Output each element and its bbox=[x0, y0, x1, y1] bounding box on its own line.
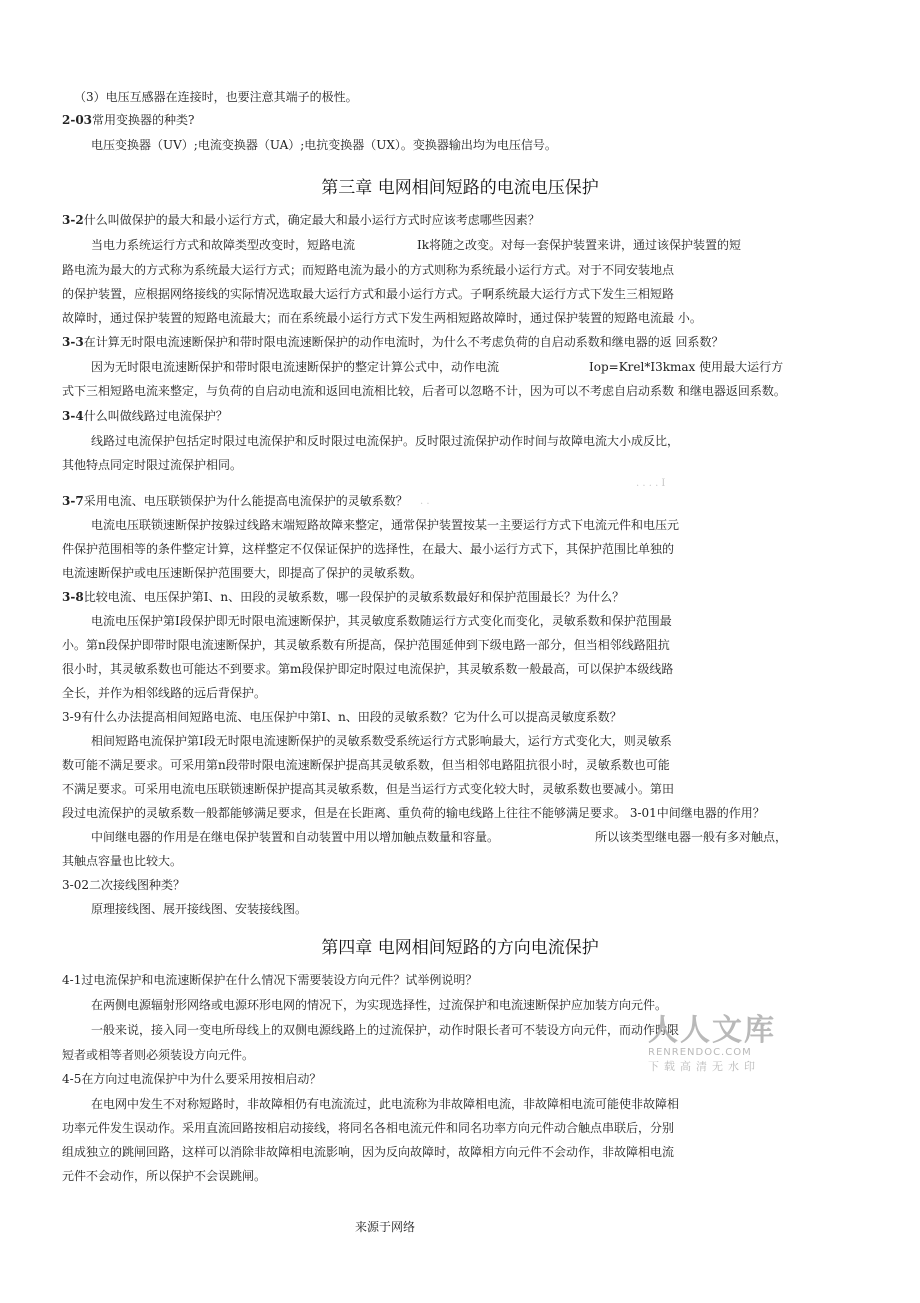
text-line: 功率元件发生误动作。采用直流回路按相启动接线，将同名各相电流元件和同名功率方向元件动合触点串联后，分别 bbox=[62, 1121, 675, 1135]
chapter-3-heading: 第三章 电网相间短路的电流电压保护 bbox=[321, 178, 599, 198]
text-line: 电压变换器（UV）;电流变换器（UA）;电抗变换器（UX）。变换器输出均为电压信号。 bbox=[91, 138, 557, 152]
text-segment: 所以该类型继电器一般有多对触点， bbox=[595, 830, 788, 844]
watermark bbox=[648, 1015, 778, 1075]
question-text: 什么叫做保护的最大和最小运行方式，确定最大和最小运行方式时应该考虑哪些因素？ bbox=[83, 213, 540, 227]
question-text: 什么叫做线路过电流保护？ bbox=[83, 409, 228, 423]
watermark-logo: 人人文库 bbox=[648, 1013, 776, 1048]
question-number: 3-8 bbox=[62, 590, 84, 604]
text-line: 电流速断保护或电压速断保护范围要大，即提高了保护的灵敏系数。 bbox=[62, 566, 423, 580]
question-3-8 bbox=[62, 589, 624, 605]
question-3-2 bbox=[62, 212, 540, 228]
text-segment: 当电力系统运行方式和故障类型改变时，短路电流 bbox=[91, 238, 356, 252]
question-number: 3-3 bbox=[62, 335, 84, 349]
text-line: （3）电压互感器在连接时，也要注意其端子的极性。 bbox=[74, 90, 358, 104]
text-segment: Ik将随之改变。对每一套保护装置来讲，通过该保护装置的短 bbox=[417, 238, 742, 252]
question-number: 3-7 bbox=[62, 494, 84, 508]
question-4-5: 4-5在方向过电流保护中为什么要采用按相启动？ bbox=[62, 1072, 322, 1086]
text-line: 式下三相短路电流来整定，与负荷的自启动电流和返回电流相比较，后者可以忽略不计，因为可以不考虑自启动系数 和继电器返回系数。 bbox=[62, 384, 786, 398]
text-line: 元件不会动作，所以保护不会误跳闸。 bbox=[62, 1169, 267, 1183]
text-segment: 中间继电器的作用是在继电保护装置和自动装置中用以增加触点数量和容量。 bbox=[91, 830, 500, 844]
question-4-1: 4-1过电流保护和电流速断保护在什么情况下需要装设方向元件？试举例说明？ bbox=[62, 973, 478, 987]
question-2-03 bbox=[62, 112, 194, 128]
text-line: 数可能不满足要求。可采用第n段带时限电流速断保护提高其灵敏系数，但当相邻电路阻抗很小时，灵敏系数也可能 bbox=[62, 758, 670, 772]
text-line: 段过电流保护的灵敏系数一般都能够满足要求，但是在长距离、重负荷的输电线路上往往不能够满足要求。 3-01中间继电器的作用？ bbox=[62, 806, 765, 820]
text-line: 原理接线图、展开接线图、安装接线图。 bbox=[91, 902, 308, 916]
text-line: 在电网中发生不对称短路时，非故障相仍有电流流过，此电流称为非故障相电流，非故障相电流可能使非故障相 bbox=[91, 1097, 680, 1111]
faint-mark: . . bbox=[420, 496, 430, 507]
page-footer: 来源于网络 bbox=[354, 1220, 415, 1234]
question-number: 3-4 bbox=[62, 409, 84, 423]
text-line: 不满足要求。可采用电流电压联锁速断保护提高其灵敏系数，但是当运行方式变化较大时，灵敏系数也要减小。第田 bbox=[62, 782, 675, 796]
watermark-url: RENRENDOC.COM bbox=[648, 1047, 752, 1058]
question-3-7 bbox=[62, 493, 408, 509]
question-3-02: 3-02二次接线图种类？ bbox=[62, 878, 185, 892]
text-line: 电流电压保护第I段保护即无时限电流速断保护，其灵敏度系数随运行方式变化而变化，灵敏系数和保护范围最 bbox=[91, 614, 672, 628]
question-text: 在计算无时限电流速断保护和带时限电流速断保护的动作电流时，为什么不考虑负荷的自启动系数和继电器的返 回系数？ bbox=[83, 335, 724, 349]
text-segment: Iop=Krel*I3kmax 使用最大运行方 bbox=[589, 360, 784, 374]
text-line bbox=[91, 237, 741, 253]
text-line: 故障时，通过保护装置的短路电流最大；而在系统最小运行方式下发生两相短路故障时，通过保护装置的短路电流最 小。 bbox=[62, 311, 702, 325]
text-line: 组成独立的跳闸回路，这样可以消除非故障相电流影响，因为反向故障时，故障相方向元件不会动作，非故障相电流 bbox=[62, 1145, 675, 1159]
text-line: 全长，并作为相邻线路的远后背保护。 bbox=[62, 686, 267, 700]
text-line: 一般来说，接入同一变电所母线上的双侧电源线路上的过流保护，动作时限长者可不装设方向元件，而动作时限 bbox=[91, 1023, 680, 1037]
text-line: 的保护装置，应根据网络接线的实际情况选取最大运行方式和最小运行方式。子啊系统最大运行方式下发生三相短路 bbox=[62, 287, 675, 301]
text-line: 电流电压联锁速断保护按躲过线路末端短路故障来整定，通常保护装置按某一主要运行方式下电流元件和电压元 bbox=[91, 518, 680, 532]
text-line: 短者或相等者则必须装设方向元件。 bbox=[62, 1048, 255, 1062]
question-text: 比较电流、电压保护第I、n、田段的灵敏系数，哪一段保护的灵敏系数最好和保护范围最长？为什么？ bbox=[83, 590, 625, 604]
text-line: 件保护范围相等的条件整定计算，这样整定不仅保证保护的选择性，在最大、最小运行方式下，其保护范围比单独的 bbox=[62, 542, 675, 556]
text-segment: 因为无时限电流速断保护和带时限电流速断保护的整定计算公式中，动作电流 bbox=[91, 360, 500, 374]
question-3-9: 3-9有什么办法提高相间短路电流、电压保护中第I、n、田段的灵敏系数？它为什么可以提高灵敏度系数？ bbox=[62, 710, 622, 724]
watermark-subtitle: 下载高清无水印 bbox=[648, 1060, 760, 1073]
question-3-4 bbox=[62, 408, 228, 424]
question-number: 2-03 bbox=[62, 113, 93, 127]
text-line: 很小时，其灵敏系数也可能达不到要求。第m段保护即定时限过电流保护，其灵敏系数一般最高，可以保护本级线路 bbox=[62, 662, 674, 676]
question-text: 采用电流、电压联锁保护为什么能提高电流保护的灵敏系数？ bbox=[83, 494, 408, 508]
text-line bbox=[91, 829, 787, 845]
question-text: 常用变换器的种类? bbox=[92, 113, 195, 127]
text-line: 其他特点同定时限过流保护相同。 bbox=[62, 458, 243, 472]
question-number: 3-2 bbox=[62, 213, 84, 227]
text-line: 路电流为最大的方式称为系统最大运行方式；而短路电流为最小的方式则称为系统最小运行方式。对于不同安装地点 bbox=[62, 263, 675, 277]
text-line: 其触点容量也比较大。 bbox=[62, 854, 183, 868]
text-line: 在两侧电源辐射形网络或电源环形电网的情况下，为实现选择性，过流保护和电流速断保护应加装方向元件。 bbox=[91, 998, 668, 1012]
chapter-4-heading: 第四章 电网相间短路的方向电流保护 bbox=[321, 938, 599, 958]
text-line: 相间短路电流保护第I段无时限电流速断保护的灵敏系数受系统运行方式影响最大，运行方式变化大，则灵敏系 bbox=[91, 734, 672, 748]
text-line bbox=[91, 359, 783, 375]
text-line: 小。第n段保护即带时限电流速断保护，其灵敏系数有所提高，保护范围延伸到下级电路一部分，但当相邻线路阻抗 bbox=[62, 638, 670, 652]
question-3-3 bbox=[62, 334, 724, 350]
text-line: 线路过电流保护包括定时限过电流保护和反时限过电流保护。反时限过流保护动作时间与故障电流大小成反比， bbox=[91, 434, 680, 448]
faint-mark: . . . . I bbox=[636, 478, 666, 489]
